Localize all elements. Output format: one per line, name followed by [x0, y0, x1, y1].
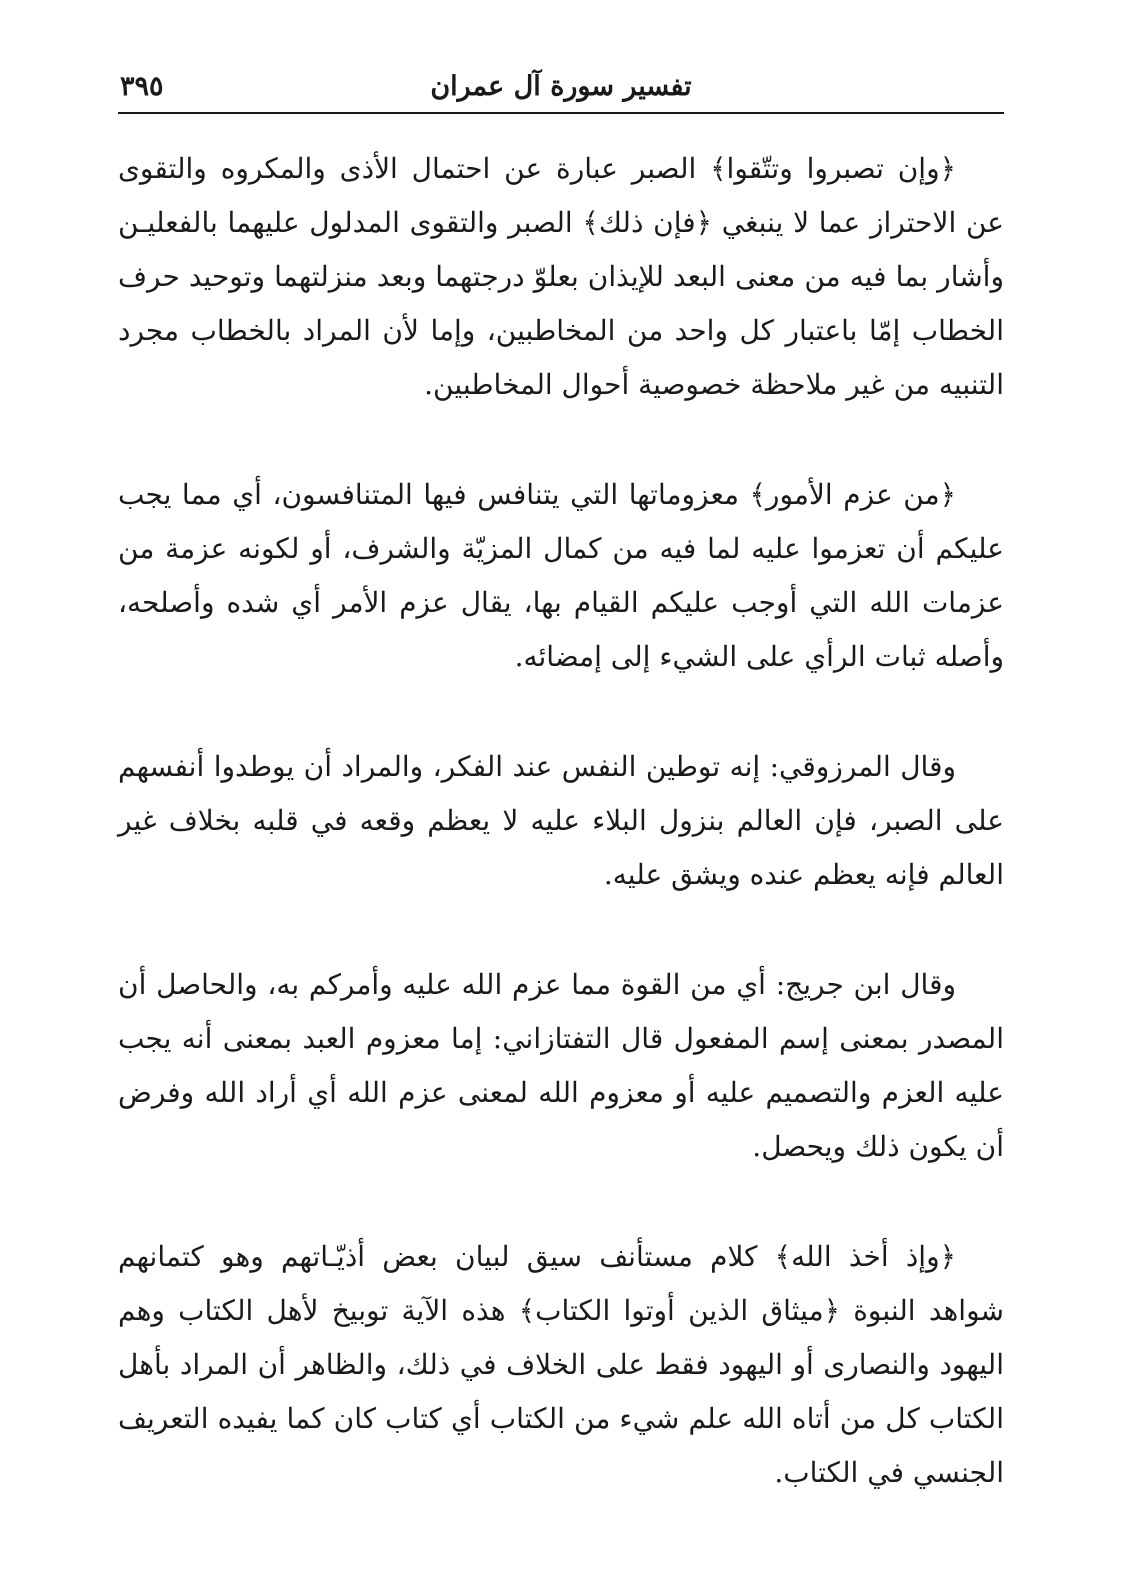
paragraph-ibn-jurayj: وقال ابن جريج: أي من القوة مما عزم الله عليه وأمركم به، والحاصل أن المصدر بمعنى إسم المفعول قال التفتازاني: إما معزوم العبد بمعنى أنه يجب عليه العزم والتصميم عليه أو معزوم الله لمعنى عزم الله أي أراد الله وفرض أن يكون ذلك ويحصل. [118, 968, 1004, 1163]
running-title: تفسير سورة آل عمران [430, 71, 692, 102]
paragraph-sabr-taqwa: ﴿وإن تصبروا وتتّقوا﴾ الصبر عبارة عن احتمال الأذى والمكروه والتقوى عن الاحتراز عما لا ينبغي ﴿فإن ذلك﴾ الصبر والتقوى المدلول عليهما بالفعليـن وأشار بما فيه من معنى البعد للإيذان بعلوّ درجتهما وبعد منزلتهما وتوحيد حرف الخطاب إمّا باعتبار كل واحد من المخاطبين، وإما لأن المراد بالخطاب مجرد التنبيه من غير ملاحظة خصوصية أحوال المخاطبين. [118, 152, 1004, 401]
paragraph-marzuqi: وقال المرزوقي: إنه توطين النفس عند الفكر، والمراد أن يوطدوا أنفسهم على الصبر، فإن العالم بنزول البلاء عليه لا يعظم وقعه في قلبه بخلاف غير العالم فإنه يعظم عنده ويشق عليه. [118, 750, 1004, 891]
body-text [118, 142, 1004, 1500]
paragraph-azm-al-umur: ﴿من عزم الأمور﴾ معزوماتها التي يتنافس فيها المتنافسون، أي مما يجب عليكم أن تعزموا عليه لما فيه من كمال المزيّة والشرف، أو لكونه عزمة من عزمات الله التي أوجب عليكم القيام بها، يقال عزم الأمر أي شده وأصلحه، وأصله ثبات الرأي على الشيء إلى إمضائه. [118, 478, 1004, 673]
paragraph-mithaq: ﴿وإذ أخذ الله﴾ كلام مستأنف سيق لبيان بعض أذيّـاتهم وهو كتمانهم شواهد النبوة ﴿ميثاق الذين أوتوا الكتاب﴾ هذه الآية توبيخ لأهل الكتاب وهم اليهود والنصارى أو اليهود فقط على الخلاف في ذلك، والظاهر أن المراد بأهل الكتاب كل من أتاه الله علم شيء من الكتاب أي كتاب كان كما يفيده التعريف الجنسي في الكتاب. [118, 1240, 1004, 1489]
page-header [118, 62, 1004, 114]
page-number: ٣٩٥ [120, 71, 164, 102]
